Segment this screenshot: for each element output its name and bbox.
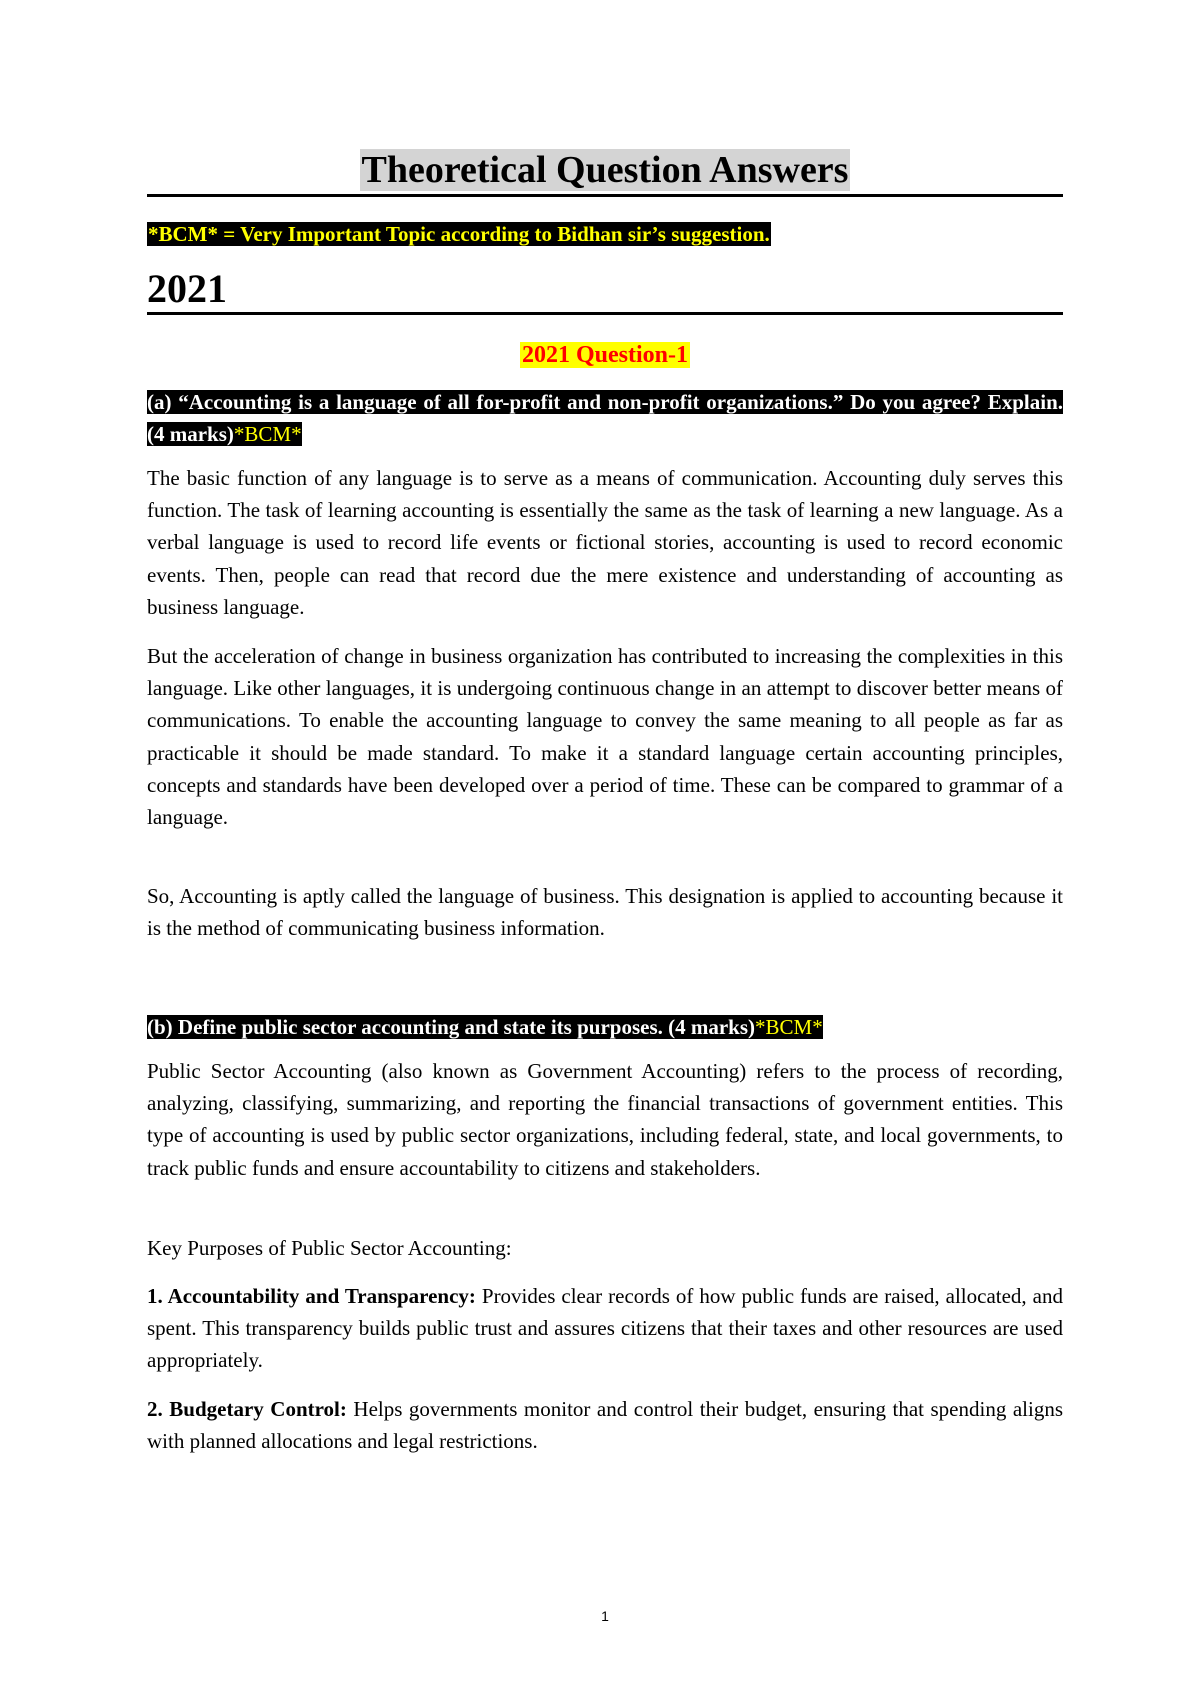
purpose-text: Provides clear records of how public funds are raised, allocated, and spent. This transparency builds public trust and assures citizens that their taxes and other resources are used appropriately. xyxy=(147,1284,1063,1373)
question-heading: 2021 Question-1 xyxy=(521,342,688,368)
part-a-paragraph: So, Accounting is aptly called the language of business. This designation is applied to accounting because it is the method of communicating business information. xyxy=(147,884,1063,941)
bcm-legend: *BCM* = Very Important Topic according to Bidhan sir’s suggestion. xyxy=(148,222,770,246)
purpose-item xyxy=(147,1280,1063,1377)
part-b-paragraph: Public Sector Accounting (also known as Government Accounting) refers to the process of recording, analyzing, classifying, summarizing, and reporting the financial transactions of government entities. This type of accounting is used by public sector organizations, including federal, state, and local governments, to track public funds and ensure accountability to citizens and stakeholders. xyxy=(147,1059,1063,1180)
part-b-question: (b) Define public sector accounting and state its purposes. (4 marks)*BCM* xyxy=(147,1015,823,1039)
part-a-paragraph: But the acceleration of change in business organization has contributed to increasing the complexities in this language. Like other languages, it is undergoing continuous change in an attempt to discover better means of communications. To enable the accounting language to convey the same meaning to all people as far as practicable it should be made standard. To make it a standard language certain accounting principles, concepts and standards have been developed over a period of time. These can be compared to grammar of a language. xyxy=(147,644,1063,830)
part-b-subheading: Key Purposes of Public Sector Accounting: xyxy=(147,1236,512,1260)
purpose-label: 2. Budgetary Control: xyxy=(147,1397,347,1421)
purpose-label: 1. Accountability and Transparency: xyxy=(147,1284,476,1308)
purpose-item xyxy=(147,1393,1063,1457)
title-underline xyxy=(147,194,1063,197)
year-underline xyxy=(147,312,1063,315)
part-a-paragraph: The basic function of any language is to serve as a means of communication. Accounting duly serves this function. The task of learning accounting is essentially the same as the task of learning a new language. As a verbal language is used to record life events or fictional stories, accounting is used to record economic events. Then, people can read that record due the mere existence and understanding of accounting as business language. xyxy=(147,466,1063,619)
purpose-text: Helps governments monitor and control their budget, ensuring that spending aligns with planned allocations and legal restrictions. xyxy=(147,1397,1063,1454)
bcm-tag: *BCM* xyxy=(755,1015,823,1039)
document-title: Theoretical Question Answers xyxy=(361,149,849,191)
bcm-tag: *BCM* xyxy=(233,422,302,446)
page-number: 1 xyxy=(601,1608,609,1624)
year-heading: 2021 xyxy=(147,266,227,311)
part-a-question: (a) “Accounting is a language of all for-profit and non-profit organizations.” Do you agree? Explain. (4 marks)*BCM* xyxy=(147,390,1063,446)
